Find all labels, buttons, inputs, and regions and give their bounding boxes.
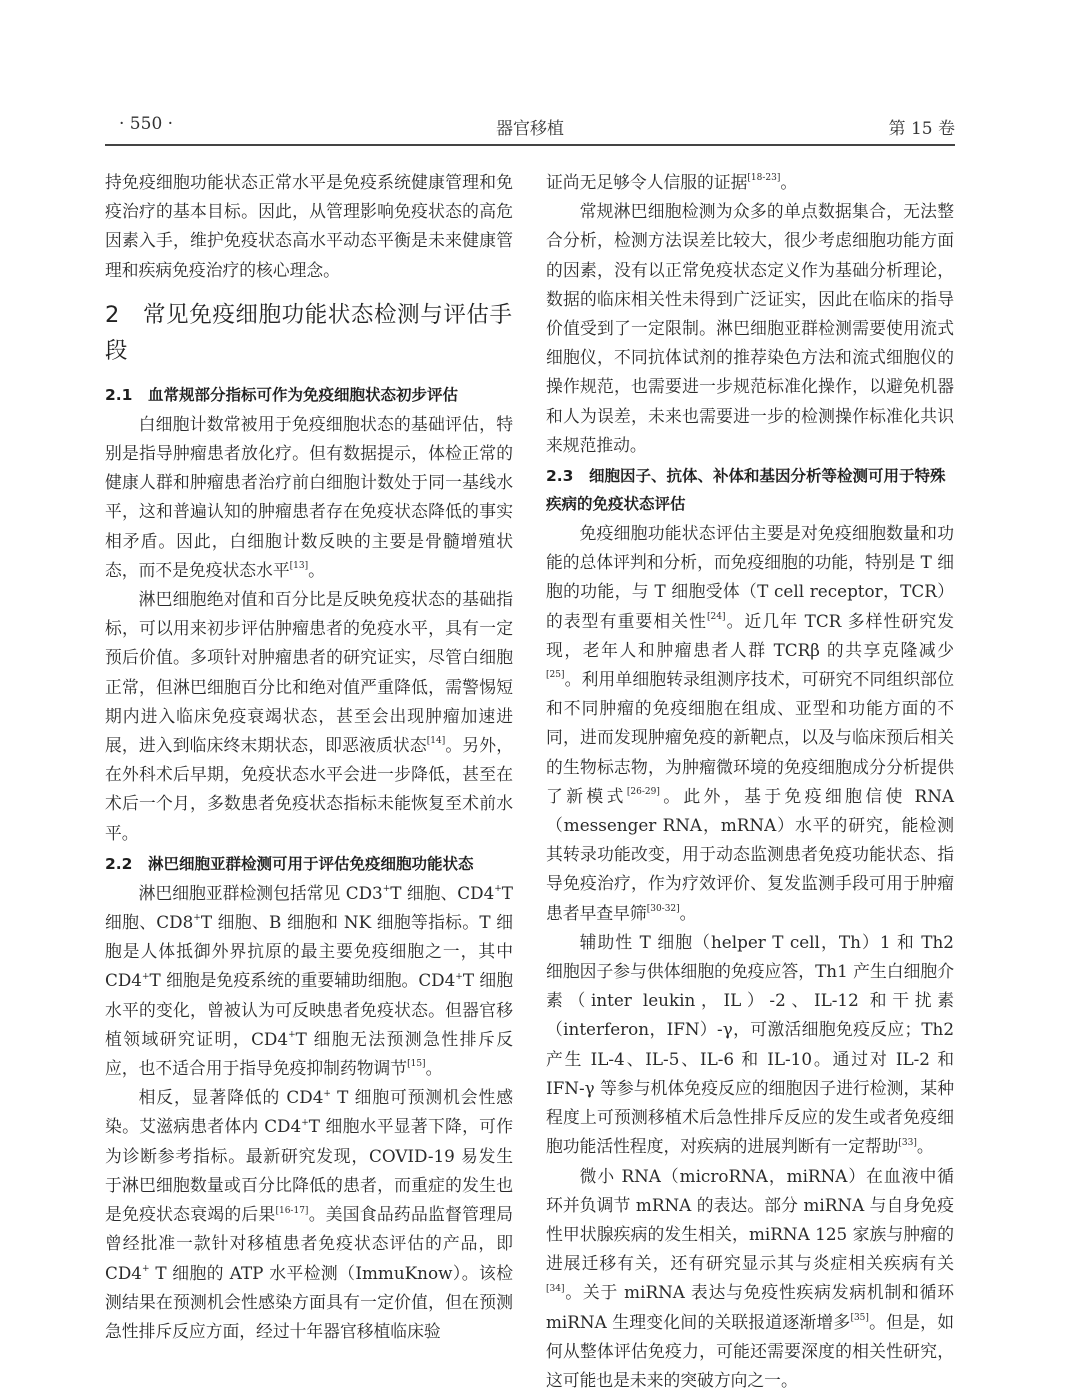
citation: [33] [898,1138,916,1148]
paragraph-conventional-detection: 常规淋巴细胞检测为众多的单点数据集合，无法整合分析，检测方法误差比较大，很少考虑细胞功能方面的因素，没有以正常免疫状态定义作为基础分析理论，数据的临床相关性未得到广泛证实，因此在临床的指导价值受到了一定限制。淋巴细胞亚群检测需要使用流式细胞仪，不同抗体试剂的推荐染色方法和流式细胞仪的操作规范，也需要进一步规范标准化操作，以避免机器和人为误差，未来也需要进一步的检测操作标准化共识来规范推动。 [546,197,954,460]
paragraph-text: 。 [308,560,325,580]
paragraph-text: T 细胞是免疫系统的重要辅助细胞。CD4 [150,970,456,990]
paragraph-text: T 细胞无法预测急性排斥反应，也不适合用于指导免疫抑制药物调节 [105,1029,513,1078]
page-number: · 550 · [119,114,173,134]
volume-label: 第 15 卷 [889,114,955,139]
superscript-plus: + [288,1030,296,1040]
superscript-plus: + [455,972,463,982]
paragraph-text: 。另外，在外科术后早期，免疫状态水平会进一步降低，甚至在术后一个月，多数患者免疫状态指标未能恢复至术前水平。 [105,735,513,843]
paragraph-text: 。 [780,172,797,192]
running-header [105,114,955,142]
paragraph-text: 。美国食品药品监督管理局曾经批准一款针对移植患者免疫状态评估的产品，即 CD4 [105,1204,513,1282]
citation: [14] [427,736,445,746]
superscript-plus: + [323,1089,331,1099]
paragraph-text: 证尚无足够令人信服的证据 [546,172,747,192]
paragraph-text: 。此外，基于免疫细胞信使 RNA（messenger RNA，mRNA）水平的研究，能检测其转录功能改变，用于动态监测患者免疫功能状态、指导免疫治疗，作为疗效评价、复发监测手段可用于肿瘤患者早查早筛 [546,786,954,923]
paragraph-text: 。利用单细胞转录组测序技术，可研究不同组织部位和不同肿瘤的免疫细胞在组成、亚型和功能方面的不同，进而发现肿瘤免疫的新靶点，以及与临床预后相关的生物标志物，为肿瘤微环境的免疫细胞成分分析提供了新模式 [546,669,954,806]
superscript-plus: + [142,1264,150,1274]
paragraph-text: 。 [680,903,697,923]
paragraph-text: 。关于 miRNA 表达与免疫性疾病发病机制和循环 miRNA 生理变化间的关联报道逐渐增多 [546,1282,954,1331]
header-rule [105,144,955,146]
paragraph-text: 。 [917,1136,934,1156]
subsection-heading-2-3: 2.3 细胞因子、抗体、补体和基因分析等检测可用于特殊疾病的免疫状态评估 [546,462,954,518]
paragraph-text: 。近几年 TCR 多样性研究发现，老年人和肿瘤患者人群 TCRβ 的共享克隆减少 [546,611,954,660]
left-column [105,168,513,1346]
paragraph-text: 。 [426,1058,443,1078]
citation: [15] [407,1059,425,1069]
superscript-plus: + [142,972,150,982]
paragraph-text: 淋巴细胞亚群检测包括常见 CD3 [139,883,383,903]
citation: [16-17] [275,1206,308,1216]
superscript-plus: + [301,1118,309,1128]
citation: [18-23] [747,173,780,183]
paragraph-text: 免疫细胞功能状态评估主要是对免疫细胞数量和功能的总体评判和分析，而免疫细胞的功能，特别是 T 细胞的功能，与 T 细胞受体（T cell receptor，TCR）的表型有重要相关性 [546,523,954,631]
paragraph-text: 。但是，如何从整体评估免疫力，可能还需要深度的相关性研究，这可能也是未来的突破方向之一。 [546,1312,954,1390]
citation: [24] [707,612,725,622]
subsection-heading-2-1: 2.1 血常规部分指标可作为免疫细胞状态初步评估 [105,381,513,409]
paragraph-text: T 细胞、B 细胞和 NK 细胞等指标。T 细胞是人体抵御外界抗原的最主要免疫细胞之一，其中 CD4 [105,912,513,990]
paragraph-text: T 细胞可预测机会性感染。艾滋病患者体内 CD4 [105,1087,513,1136]
paragraph-subsets [105,879,513,1083]
paragraph-text: T 细胞水平显著下降，可作为诊断参考指标。最新研究发现，COVID-19 易发生于淋巴细胞数量或百分比降低的患者，而重症的发生也是免疫状态衰竭的后果 [105,1116,513,1224]
paragraph-text: T 细胞的 ATP 水平检测（ImmuKnow）。该检测结果在预测机会性感染方面具有一定价值，但在预测急性排斥反应方面，经过十年器官移植临床验 [105,1263,513,1341]
superscript-plus: + [383,884,391,894]
paragraph-text: 相反，显著降低的 CD4 [139,1087,324,1107]
citation: [30-32] [647,904,680,914]
paragraph-text: 微小 RNA（microRNA，miRNA）在血液中循环并负调节 mRNA 的表达。部分 miRNA 与自身免疫性甲状腺疾病的发生相关，miRNA 125 家族与肿瘤的进展迁移有关，还有研究显示其与炎症相关疾病有关 [546,1166,954,1274]
paragraph-text: 白细胞计数常被用于免疫细胞状态的基础评估，特别是指导肿瘤患者放化疗。但有数据提示，体检正常的健康人群和肿瘤患者治疗前白细胞计数处于同一基线水平，这和普遍认知的肿瘤患者存在免疫状态降低的事实相矛盾。因此，白细胞计数反映的主要是骨髓增殖状态，而不是免疫状态水平 [105,414,513,580]
paragraph-text: T 细胞、CD8 [105,883,513,932]
citation: [34] [546,1284,564,1294]
continued-paragraph [546,168,954,197]
paragraph-text: T 细胞、CD4 [390,883,494,903]
subsection-heading-2-2: 2.2 淋巴细胞亚群检测可用于评估免疫细胞功能状态 [105,850,513,878]
paragraph-tcr [546,519,954,928]
superscript-plus: + [494,884,502,894]
paragraph-mirna [546,1162,954,1395]
section-heading-2: 2 常见免疫细胞功能状态检测与评估手段 [105,297,513,369]
continued-paragraph: 持免疫细胞功能状态正常水平是免疫系统健康管理和免疫治疗的基本目标。因此，从管理影响免疫状态的高危因素入手，维护免疫状态高水平动态平衡是未来健康管理和疾病免疫治疗的核心理念。 [105,168,513,285]
citation: [13] [290,561,308,571]
paragraph-text: 辅助性 T 细胞（helper T cell，Th）1 和 Th2 细胞因子参与供体细胞的免疫应答，Th1 产生白细胞介素（inter leukin，IL）-2、IL-12 和干扰素（interferon，IFN）-γ，可激活细胞免疫反应；Th2 产生 IL-4、IL-5、IL-6 和 IL-10。通过对 IL-2 和 IFN-γ 等参与机体免疫反应的细胞因子进行检测，某种程度上可预测移植术后急性排斥反应的发生或者免疫细胞功能活性程度，对疾病的进展判断有一定帮助 [546,932,954,1156]
paragraph-text: 淋巴细胞绝对值和百分比是反映免疫状态的基础指标，可以用来初步评估肿瘤患者的免疫水平，具有一定预后价值。多项针对肿瘤患者的研究证实，尽管白细胞正常，但淋巴细胞百分比和绝对值严重降低，需警惕短期内进入临床免疫衰竭状态，甚至会出现肿瘤加速进展，进入到临床终末期状态，即恶液质状态 [105,589,513,755]
journal-name: 器官移植 [105,114,955,139]
superscript-plus: + [193,913,201,923]
citation: [26-29] [627,787,660,797]
paragraph-th-cytokines [546,928,954,1162]
paragraph-text: T 细胞水平的变化，曾被认为可反映患者免疫状态。但器官移植领域研究证明，CD4 [105,970,513,1048]
paragraph-wbc-count [105,410,513,585]
right-column [546,168,954,1395]
paragraph-cd4-infection [105,1083,513,1346]
paragraph-lymphocyte [105,585,513,848]
citation: [35] [850,1313,868,1323]
citation: [25] [546,670,564,680]
